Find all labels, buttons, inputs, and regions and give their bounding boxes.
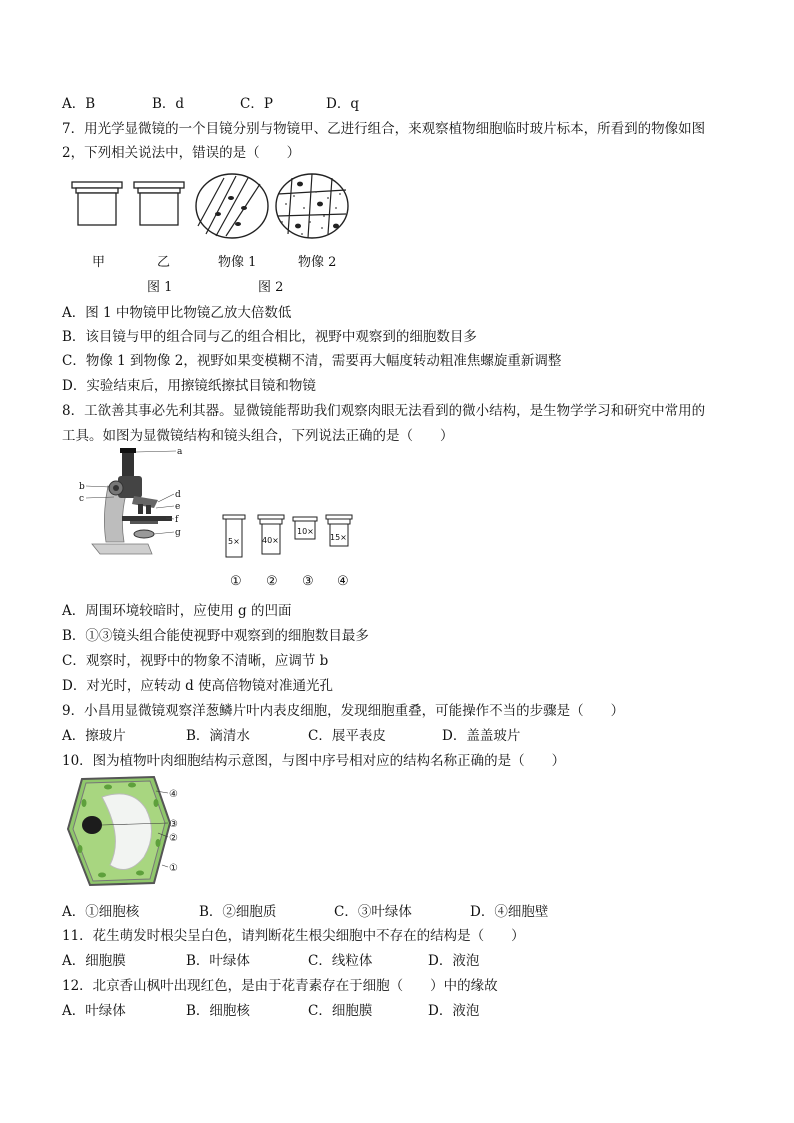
q8-option-c: C．观察时，视野中的物象不清晰，应调节 b: [62, 653, 329, 669]
q11-option-c: C．线粒体: [308, 953, 373, 969]
q9-stem: 9．小昌用显微镜观察洋葱鳞片叶内表皮细胞，发现细胞重叠，可能操作不当的步骤是（ ）: [62, 703, 625, 719]
lens-num-3: ③: [302, 574, 314, 589]
cell-label-4: ④: [169, 789, 178, 800]
image2-cells-icon: [276, 174, 348, 238]
q6-option-d: D．q: [326, 96, 359, 112]
q7-stem-line2: 2，下列相关说法中，错误的是（ ）: [62, 145, 301, 161]
q9-option-a: A．擦玻片: [62, 728, 126, 744]
q12-option-a: A．叶绿体: [62, 1003, 126, 1019]
micro-label-d: d: [175, 490, 181, 500]
lens-figure: [220, 512, 360, 562]
q10-option-b: B．②细胞质: [199, 904, 277, 920]
q9-option-c: C．展平表皮: [308, 728, 386, 744]
q6-option-a: A．B: [62, 96, 96, 112]
q9-option-b: B．滴清水: [186, 728, 250, 744]
image1-cells-icon: [196, 174, 268, 238]
q8-option-d: D．对光时，应转动 d 使高倍物镜对准通光孔: [62, 678, 334, 694]
q12-stem: 12．北京香山枫叶出现红色，是由于花青素存在于细胞（ ）中的缘故: [62, 978, 498, 994]
q12-option-d: D．液泡: [428, 1003, 480, 1019]
lens2-icon: [258, 515, 284, 554]
q11-option-d: D．液泡: [428, 953, 480, 969]
lens3-label: 10×: [297, 527, 314, 536]
q10-stem: 10．图为植物叶肉细胞结构示意图，与图中序号相对应的结构名称正确的是（ ）: [62, 753, 566, 769]
q8-option-b: B．①③镜头组合能使视野中观察到的细胞数目最多: [62, 628, 369, 644]
q9-option-d: D．盖盖玻片: [442, 728, 521, 744]
q8-stem-line2: 工具。如图为显微镜结构和镜头组合，下列说法正确的是（ ）: [62, 428, 454, 444]
q10-option-a: A．①细胞核: [62, 904, 140, 920]
micro-label-c: c: [79, 494, 85, 504]
q11-stem: 11．花生萌发时根尖呈白色，请判断花生根尖细胞中不存在的结构是（ ）: [62, 928, 525, 944]
q11-option-a: A．细胞膜: [62, 953, 126, 969]
lens2-label: 40×: [262, 536, 279, 545]
micro-label-f: f: [175, 515, 179, 525]
label-fig2: 图 2: [258, 280, 284, 295]
q7-option-c: C．物像 1 到物像 2，视野如果变模糊不清，需要再大幅度转动粗准焦螺旋重新调整: [62, 353, 562, 369]
lens4-label: 15×: [330, 533, 347, 542]
q7-option-d: D．实验结束后，用擦镜纸擦拭目镜和物镜: [62, 378, 316, 394]
cell-figure: [62, 773, 190, 891]
micro-label-a: a: [177, 447, 183, 457]
q10-option-c: C．③叶绿体: [334, 904, 412, 920]
cell-label-2: ②: [169, 833, 178, 844]
q10-option-d: D．④细胞壁: [470, 904, 549, 920]
cell-label-1: ①: [169, 863, 178, 874]
q7-stem-line1: 7．用光学显微镜的一个目镜分别与物镜甲、乙进行组合，来观察植物细胞临时玻片标本，所看到的物像如图: [62, 121, 706, 137]
lens1-label: 5×: [228, 537, 240, 546]
q12-option-b: B．细胞核: [186, 1003, 250, 1019]
lens-num-1: ①: [230, 574, 242, 589]
label-yi: 乙: [157, 255, 171, 270]
q11-option-b: B．叶绿体: [186, 953, 250, 969]
microscope-figure: [78, 446, 188, 562]
objective-yi-icon: [134, 182, 184, 225]
objective-jia-icon: [72, 182, 122, 225]
cell-label-3: ③: [169, 819, 178, 830]
q8-stem-line1: 8．工欲善其事必先利其器。显微镜能帮助我们观察肉眼无法看到的微小结构，是生物学学习和研究中常用的: [62, 403, 706, 419]
q7-figure: [66, 168, 366, 248]
q7-option-b: B．该目镜与甲的组合同与乙的组合相比，视野中观察到的细胞数目多: [62, 329, 477, 345]
micro-label-g: g: [175, 528, 181, 538]
label-fig1: 图 1: [147, 280, 173, 295]
micro-label-e: e: [175, 502, 181, 512]
lens-num-4: ④: [337, 574, 349, 589]
q7-option-a: A．图 1 中物镜甲比物镜乙放大倍数低: [62, 305, 292, 321]
label-jia: 甲: [92, 255, 106, 270]
q12-option-c: C．细胞膜: [308, 1003, 373, 1019]
micro-label-b: b: [79, 482, 85, 492]
q6-option-b: B．d: [152, 96, 185, 112]
q8-option-a: A．周围环境较暗时，应使用 g 的凹面: [62, 603, 292, 619]
q6-option-c: C．P: [240, 96, 273, 112]
label-image2: 物像 2: [298, 255, 337, 270]
label-image1: 物像 1: [218, 255, 257, 270]
lens1-icon: [223, 515, 245, 557]
lens-num-2: ②: [266, 574, 278, 589]
plant-cell-icon: [68, 777, 170, 885]
